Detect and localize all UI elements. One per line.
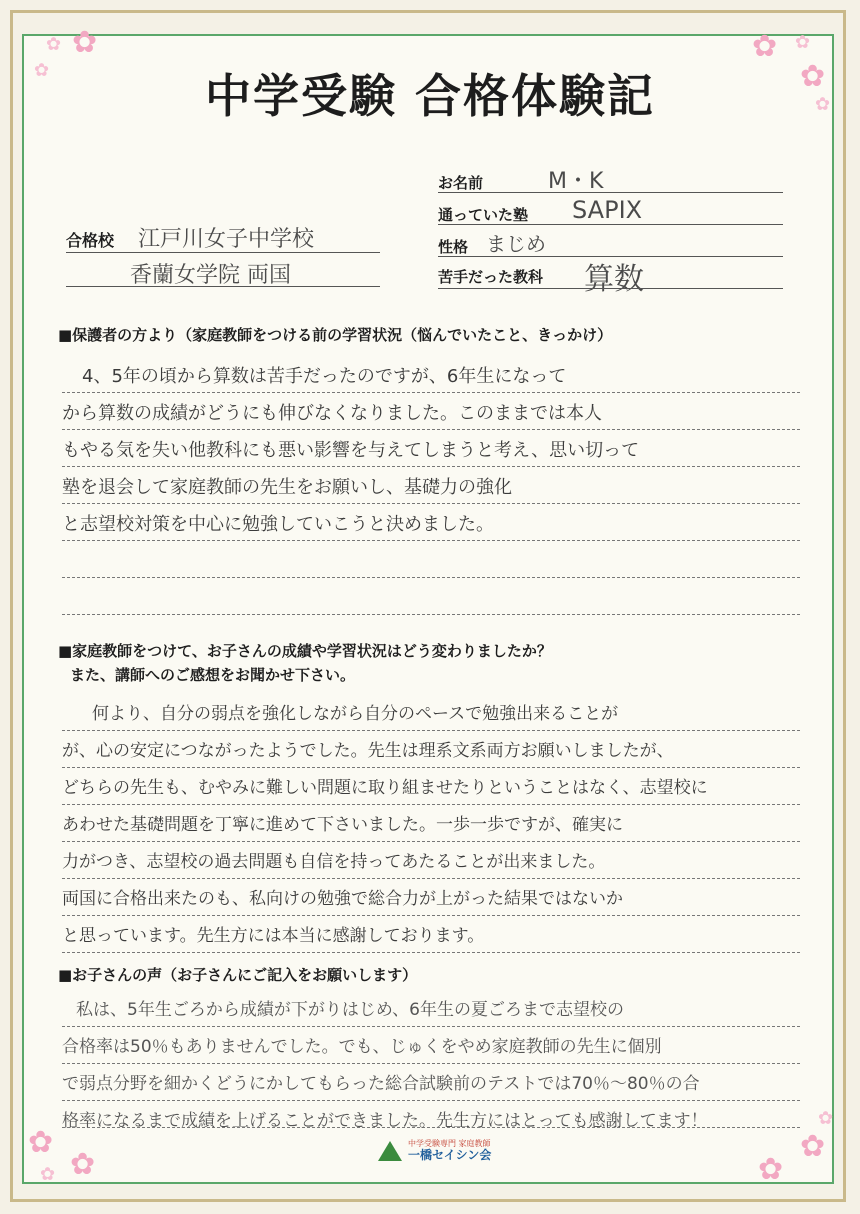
handwritten-line: 合格率は50％もありませんでした。でも、じゅくをやめ家庭教師の先生に個別	[62, 1037, 662, 1057]
name-label: お名前	[438, 174, 484, 192]
flower-decoration-icon: ✿	[818, 1108, 834, 1129]
mountain-logo-icon	[378, 1141, 402, 1161]
school-underline	[66, 252, 380, 253]
page-title: 中学受験 合格体験記	[204, 69, 655, 123]
flower-decoration-icon: ✿	[752, 29, 778, 64]
handwritten-line: 何より、自分の弱点を強化しながら自分のペースで勉強出来ることが	[92, 704, 619, 724]
handwritten-line: あわせた基礎問題を丁寧に進めて下さいました。一歩一歩ですが、確実に	[62, 815, 623, 835]
section-heading-child-voice: ■お子さんの声（お子さんにご記入をお願いします）	[58, 966, 418, 984]
handwritten-line: 両国に合格出来たのも、私向けの勉強で総合力が上がった結果ではないか	[62, 889, 623, 909]
school-name: 香蘭女学院 両国	[130, 263, 291, 288]
handwritten-line: 4、5年の頃から算数は苦手だったのですが、6年生になって	[82, 366, 567, 387]
parent-before-text	[62, 358, 802, 543]
handwritten-line: と思っています。先生方には本当に感謝しております。	[62, 926, 485, 946]
handwritten-line: 力がつき、志望校の過去問題も自信を持ってあたることが出来ました。	[62, 852, 606, 872]
handwritten-line: 私は、5年生ごろから成績が下がりはじめ、6年生の夏ごろまで志望校の	[76, 1000, 624, 1020]
school-underline	[66, 286, 380, 287]
handwritten-line: から算数の成績がどうにも伸びなくなりました。このままでは本人	[62, 403, 602, 424]
flower-decoration-icon: ✿	[758, 1152, 784, 1187]
flower-decoration-icon: ✿	[800, 1129, 826, 1164]
school-name: 江戸川女子中学校	[138, 227, 315, 252]
child-voice-text	[62, 992, 802, 1140]
handwritten-line: 塾を退会して家庭教師の先生をお願いし、基礎力の強化	[62, 477, 512, 498]
handwritten-line: が、心の安定につながったようでした。先生は理系文系両方お願いしましたが、	[62, 741, 674, 761]
section-subheading-parent-after: また、講師へのご感想をお聞かせ下さい。	[70, 666, 356, 684]
handwritten-line: と志望校対策を中心に勉強していこうと決めました。	[62, 514, 494, 535]
weak-subject-label: 苦手だった教科	[438, 268, 544, 286]
flower-decoration-icon: ✿	[40, 1164, 56, 1185]
weak-subject-value: 算数	[584, 262, 644, 297]
writing-line	[62, 577, 800, 578]
flower-decoration-icon: ✿	[34, 60, 50, 81]
flower-decoration-icon: ✿	[70, 1147, 96, 1182]
logo-name: 一橋セイシン会	[408, 1147, 492, 1162]
juku-underline	[438, 224, 783, 225]
section-heading-parent-before: ■保護者の方より（家庭教師をつける前の学習状況（悩んでいたこと、きっかけ）	[58, 326, 613, 344]
personality-value: まじめ	[486, 232, 546, 256]
juku-value: SAPIX	[572, 196, 643, 224]
writing-line	[62, 614, 800, 615]
company-logo	[378, 1140, 491, 1162]
flower-decoration-icon: ✿	[795, 32, 811, 53]
flower-decoration-icon: ✿	[800, 59, 826, 94]
name-value: M・K	[548, 169, 604, 194]
handwritten-line: どちらの先生も、むやみに難しい問題に取り組ませたりということはなく、志望校に	[62, 778, 708, 798]
juku-label: 通っていた塾	[438, 206, 529, 224]
handwritten-line: で弱点分野を細かくどうにかしてもらった総合試験前のテストでは70％〜80％の合	[62, 1074, 700, 1094]
flower-decoration-icon: ✿	[72, 25, 98, 60]
school-label: 合格校	[66, 231, 115, 250]
handwritten-line: もやる気を失い他教科にも悪い影響を与えてしまうと考え、思い切って	[62, 440, 640, 461]
name-underline	[438, 192, 783, 193]
personality-label: 性格	[438, 238, 469, 256]
flower-decoration-icon: ✿	[28, 1125, 54, 1160]
weak-subject-underline	[438, 288, 783, 289]
parent-after-text	[62, 696, 802, 955]
flower-decoration-icon: ✿	[46, 34, 62, 55]
handwritten-line: 格率になるまで成績を上げることができました。先生方にはとっても感謝してます！	[62, 1111, 708, 1131]
section-heading-parent-after: ■家庭教師をつけて、お子さんの成績や学習状況はどう変わりましたか？	[58, 642, 552, 660]
flower-decoration-icon: ✿	[815, 94, 831, 115]
logo-subtitle: 中学受験専門 家庭教師	[408, 1139, 491, 1148]
